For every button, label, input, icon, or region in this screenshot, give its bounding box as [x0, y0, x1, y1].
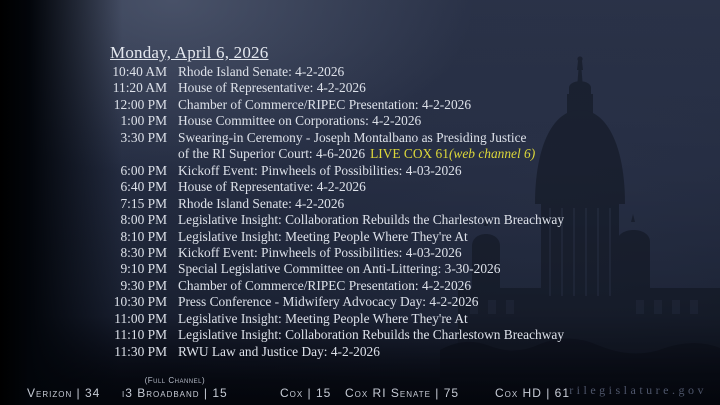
event-title: Press Conference - Midwifery Advocacy Day: 4-2-2026	[178, 294, 479, 310]
event-title: Rhode Island Senate: 4-2-2026	[178, 64, 345, 79]
schedule-row	[0, 311, 720, 327]
event-time: 11:20 AM	[112, 80, 167, 96]
event-time: 6:40 PM	[120, 179, 167, 195]
channel-listing	[280, 386, 331, 400]
event-title: Kickoff Event: Pinwheels of Possibilities: 4-03-2026	[178, 244, 462, 260]
schedule-date-title: Monday, April 6, 2026	[110, 43, 269, 62]
event-time: 1:00 PM	[120, 113, 167, 129]
event-title: Legislative Insight: Collaboration Rebuilds the Charlestown Breachway	[178, 212, 565, 228]
schedule-row	[0, 179, 720, 195]
schedule-row	[0, 261, 720, 277]
schedule-row	[0, 64, 720, 80]
event-time: 11:10 PM	[114, 327, 167, 343]
channel-label: Cox HD | 61	[495, 386, 571, 400]
event-title: Chamber of Commerce/RIPEC Presentation: 4-2-2026	[178, 277, 472, 293]
channel-bar	[0, 373, 720, 405]
event-time: 8:10 PM	[120, 228, 167, 244]
schedule-row	[0, 344, 720, 360]
event-time: 7:15 PM	[120, 195, 167, 211]
event-time: 9:30 PM	[120, 277, 167, 293]
event-title: House of Representative: 4-2-2026	[178, 80, 366, 96]
schedule-row	[0, 80, 720, 96]
channel-listing	[122, 376, 228, 400]
schedule-row	[0, 212, 720, 228]
channel-label: i3 Broadband | 15	[122, 386, 228, 400]
schedule-list	[0, 64, 720, 360]
event-title: Special Legislative Committee on Anti-Littering: 3-30-2026	[178, 261, 501, 277]
event-time: 11:30 PM	[114, 343, 167, 359]
schedule-row	[0, 229, 720, 245]
schedule-row	[0, 278, 720, 294]
channel-label: Verizon | 34	[27, 386, 101, 400]
event-title: Rhode Island Senate: 4-2-2026	[178, 195, 345, 211]
event-title: Legislative Insight: Meeting People Where They're At	[178, 228, 468, 244]
channel-label: Cox | 15	[280, 386, 332, 400]
event-title: RWU Law and Justice Day: 4-2-2026	[178, 343, 380, 359]
event-time: 3:30 PM	[120, 129, 167, 145]
event-time: 8:00 PM	[120, 212, 167, 228]
event-title: House of Representative: 4-2-2026	[178, 179, 366, 195]
event-time: 6:00 PM	[120, 162, 167, 178]
schedule-row	[0, 245, 720, 261]
event-title: Legislative Insight: Collaboration Rebuilds the Charlestown Breachway	[178, 327, 565, 343]
event-time: 9:10 PM	[120, 261, 167, 277]
web-channel-note: (web channel 6)	[448, 146, 536, 162]
event-time-spacer	[0, 146, 167, 162]
event-title: Kickoff Event: Pinwheels of Possibilities: 4-03-2026	[178, 162, 462, 178]
schedule-row	[0, 130, 720, 146]
event-time: 10:30 PM	[113, 294, 167, 310]
live-channel-badge: LIVE COX 61	[370, 146, 449, 162]
event-title: Swearing-in Ceremony - Joseph Montalbano as Presiding Justice	[178, 129, 527, 145]
channel-listing	[345, 386, 459, 400]
event-time: 8:30 PM	[120, 244, 167, 260]
event-time: 10:40 AM	[112, 64, 167, 79]
event-title: House Committee on Corporations: 4-2-2026	[178, 113, 422, 129]
schedule-row	[0, 327, 720, 343]
website-text: rilegislature.gov	[569, 383, 707, 397]
schedule-row	[0, 97, 720, 113]
channel-listing	[27, 386, 100, 400]
event-title: Legislative Insight: Meeting People Where They're At	[178, 310, 468, 326]
schedule-row	[0, 163, 720, 179]
channel-listing	[495, 386, 570, 400]
full-channel-note: (Full Channel)	[144, 376, 206, 385]
event-title-continuation: of the RI Superior Court: 4-6-2026 LIVE COX 61(web channel 6)	[178, 146, 536, 162]
schedule-row-continuation	[0, 146, 720, 162]
schedule-row	[0, 294, 720, 310]
schedule-row	[0, 113, 720, 129]
event-time: 11:00 PM	[114, 310, 167, 326]
event-time: 12:00 PM	[113, 96, 167, 112]
statue-icon	[577, 56, 582, 61]
event-title: Chamber of Commerce/RIPEC Presentation: 4-2-2026	[178, 96, 472, 112]
channel-label: Cox RI Senate | 75	[345, 386, 460, 400]
schedule-row	[0, 196, 720, 212]
